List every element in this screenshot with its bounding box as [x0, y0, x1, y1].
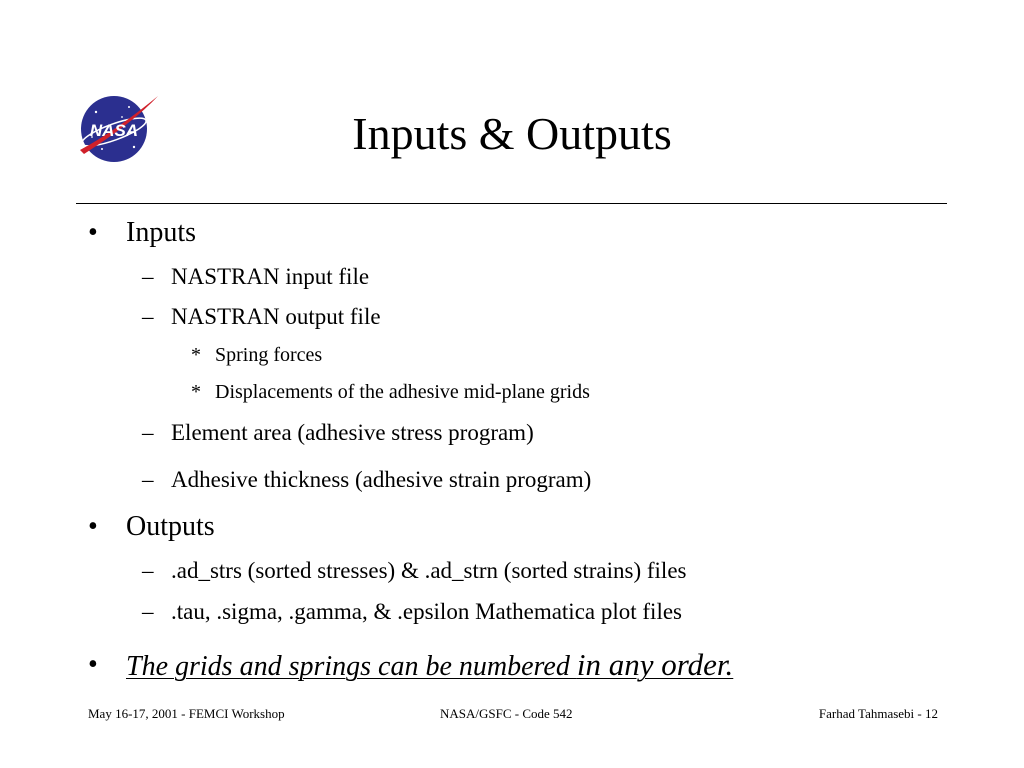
dash-marker: – [142, 420, 154, 445]
list-item: Adhesive thickness (adhesive strain program) [171, 467, 592, 492]
dash-marker: – [142, 304, 154, 329]
list-item: Element area (adhesive stress program) [171, 420, 534, 445]
asterisk-marker: * [191, 381, 201, 403]
bullet-marker: • [88, 511, 98, 542]
note-text-part2: in any order. [576, 647, 734, 682]
logo-text: NASA [89, 121, 139, 140]
dash-marker: – [142, 599, 154, 624]
dash-marker: – [142, 467, 154, 492]
bullet-marker: • [88, 217, 98, 248]
asterisk-marker: * [191, 344, 201, 366]
list-item: Displacements of the adhesive mid-plane grids [215, 381, 590, 403]
note-text [126, 648, 733, 684]
footer-left: May 16-17, 2001 - FEMCI Workshop [88, 706, 285, 721]
outputs-heading: Outputs [126, 511, 215, 542]
dash-marker: – [142, 558, 154, 583]
title-divider [76, 203, 947, 204]
inputs-heading: Inputs [126, 217, 196, 248]
note-text-part1: The grids and springs can be numbered [126, 651, 577, 682]
list-item: Spring forces [215, 344, 323, 366]
footer-center: NASA/GSFC - Code 542 [440, 706, 573, 721]
page-title: Inputs & Outputs [352, 108, 672, 159]
list-item: .ad_strs (sorted stresses) & .ad_strn (sorted strains) files [171, 558, 687, 583]
bullet-marker: • [88, 649, 98, 680]
list-item: NASTRAN output file [171, 304, 381, 329]
dash-marker: – [142, 264, 154, 289]
footer-right: Farhad Tahmasebi - 12 [818, 706, 938, 721]
list-item: .tau, .sigma, .gamma, & .epsilon Mathematica plot files [171, 599, 682, 624]
list-item: NASTRAN input file [171, 264, 370, 289]
